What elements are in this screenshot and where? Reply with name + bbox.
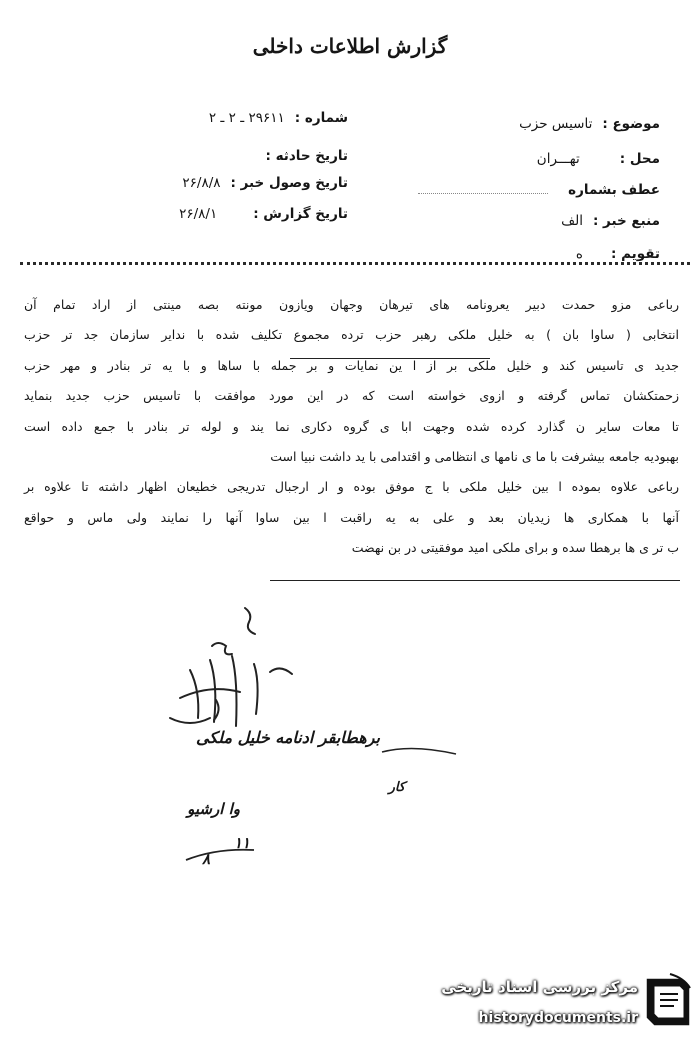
body-line: رباعی مزو حمدت دبیر یعرونامه های تیرهان وجهان ویازون مونته بصه مینتی از اراد تمام آن (24, 297, 679, 312)
body-line: زحمتکشان تماس گرفته و ازوی خواسته است که در این مورد موافقت با تاسیس حزب جدید بنماید (24, 388, 679, 404)
body-line: جدید ی تاسیس کند و خلیل ملکی بر از ا ین نمایات و بر جمله با ساها و با یه تر بنادر و مهر حزب (24, 357, 679, 373)
source-field (561, 213, 660, 229)
report-date-field (179, 206, 348, 222)
body-line: آنها با همکاری ها زیدیان بعد و علی به یه راقبت ا بین ساوا آنها را نمایند ولی ماس و حواقع (24, 509, 679, 525)
marginal-stroke (180, 840, 260, 870)
report-body (24, 290, 679, 564)
assessment-field (576, 246, 660, 262)
place-value: تهـــران (536, 151, 580, 167)
assessment-value: ه (575, 246, 583, 262)
signature-text: برهطابقر ادنامه خلیل ملکی (195, 728, 380, 747)
marginal-number-2: ۸ (201, 850, 210, 868)
event-date-field (256, 148, 349, 164)
body-line: بهبودیه جامعه بیشرفت با ما ی نامها ی انتظامی و اقتدامی با ید داشت نبیا است (270, 449, 679, 465)
archive-logo-icon (640, 972, 694, 1032)
receipt-date-value: ۲۶/۸/۸ (182, 175, 221, 191)
number-value: ۲۹۶۱۱ ـ ۲ ـ ۲ (208, 110, 285, 126)
closing-rule (270, 580, 680, 581)
event-date-label: تاریخ حادثه : (265, 148, 348, 164)
subject-value: تاسیس حزب (519, 116, 593, 132)
document-title: گزارش اطلاعات داخلی (252, 34, 448, 58)
handwritten-scribble (120, 600, 350, 740)
watermark-persian: مرکز بررسی اسناد تاریخی (441, 978, 638, 996)
reference-label: عطف بشماره (568, 182, 660, 198)
watermark-english: historydocuments.ir (478, 1010, 638, 1026)
body-line: ب تر ی ها برهطا سده و برای ملکی امید موفقیتی در بن نهضت (351, 540, 679, 556)
marginal-number: ۱۱ (233, 834, 250, 852)
subject-label: موضوع : (602, 116, 660, 132)
header-separator (20, 262, 690, 265)
number-label: شماره : (294, 110, 348, 126)
subject-field (519, 116, 660, 132)
number-field (209, 110, 348, 126)
body-line: تا معات سایر ن گذارد کرده شده وجهت ابا ی گروه دکاری نما یند و لوله تر بنادر با جمع داده است (24, 418, 679, 434)
watermark-logo (410, 970, 696, 1042)
marginal-note: وا ارشیو (187, 800, 240, 818)
reference-blank (418, 193, 548, 194)
report-date-label: تاریخ گزارش : (253, 206, 348, 222)
body-line: انتخابی ( ساوا بان ) به خلیل ملکی رهبر حزب ترده مجموع تکلیف شده با ندایر سازمان جد تر حزب (24, 327, 679, 343)
report-date-value: ۲۶/۸/۱ (179, 206, 218, 222)
body-underline (290, 358, 490, 359)
signature-underline (380, 742, 460, 762)
assessment-label: تقویم : (610, 246, 660, 262)
receipt-date-field (182, 175, 348, 191)
receipt-date-label: تاریخ وصول خبر : (230, 175, 348, 191)
signature-sub: کار (388, 780, 405, 795)
place-label: محل : (619, 151, 660, 167)
source-label: منبع خبر : (592, 213, 660, 229)
reference-field (418, 182, 660, 198)
body-line: رباعی علاوه بموده ا بین خلیل ملکی با ج موفق بوده و ار ارجبال تدریجی خطیعان اظهار داشته تا علاوه بر (24, 479, 679, 495)
place-field (537, 151, 660, 167)
source-value: الف (561, 213, 583, 229)
